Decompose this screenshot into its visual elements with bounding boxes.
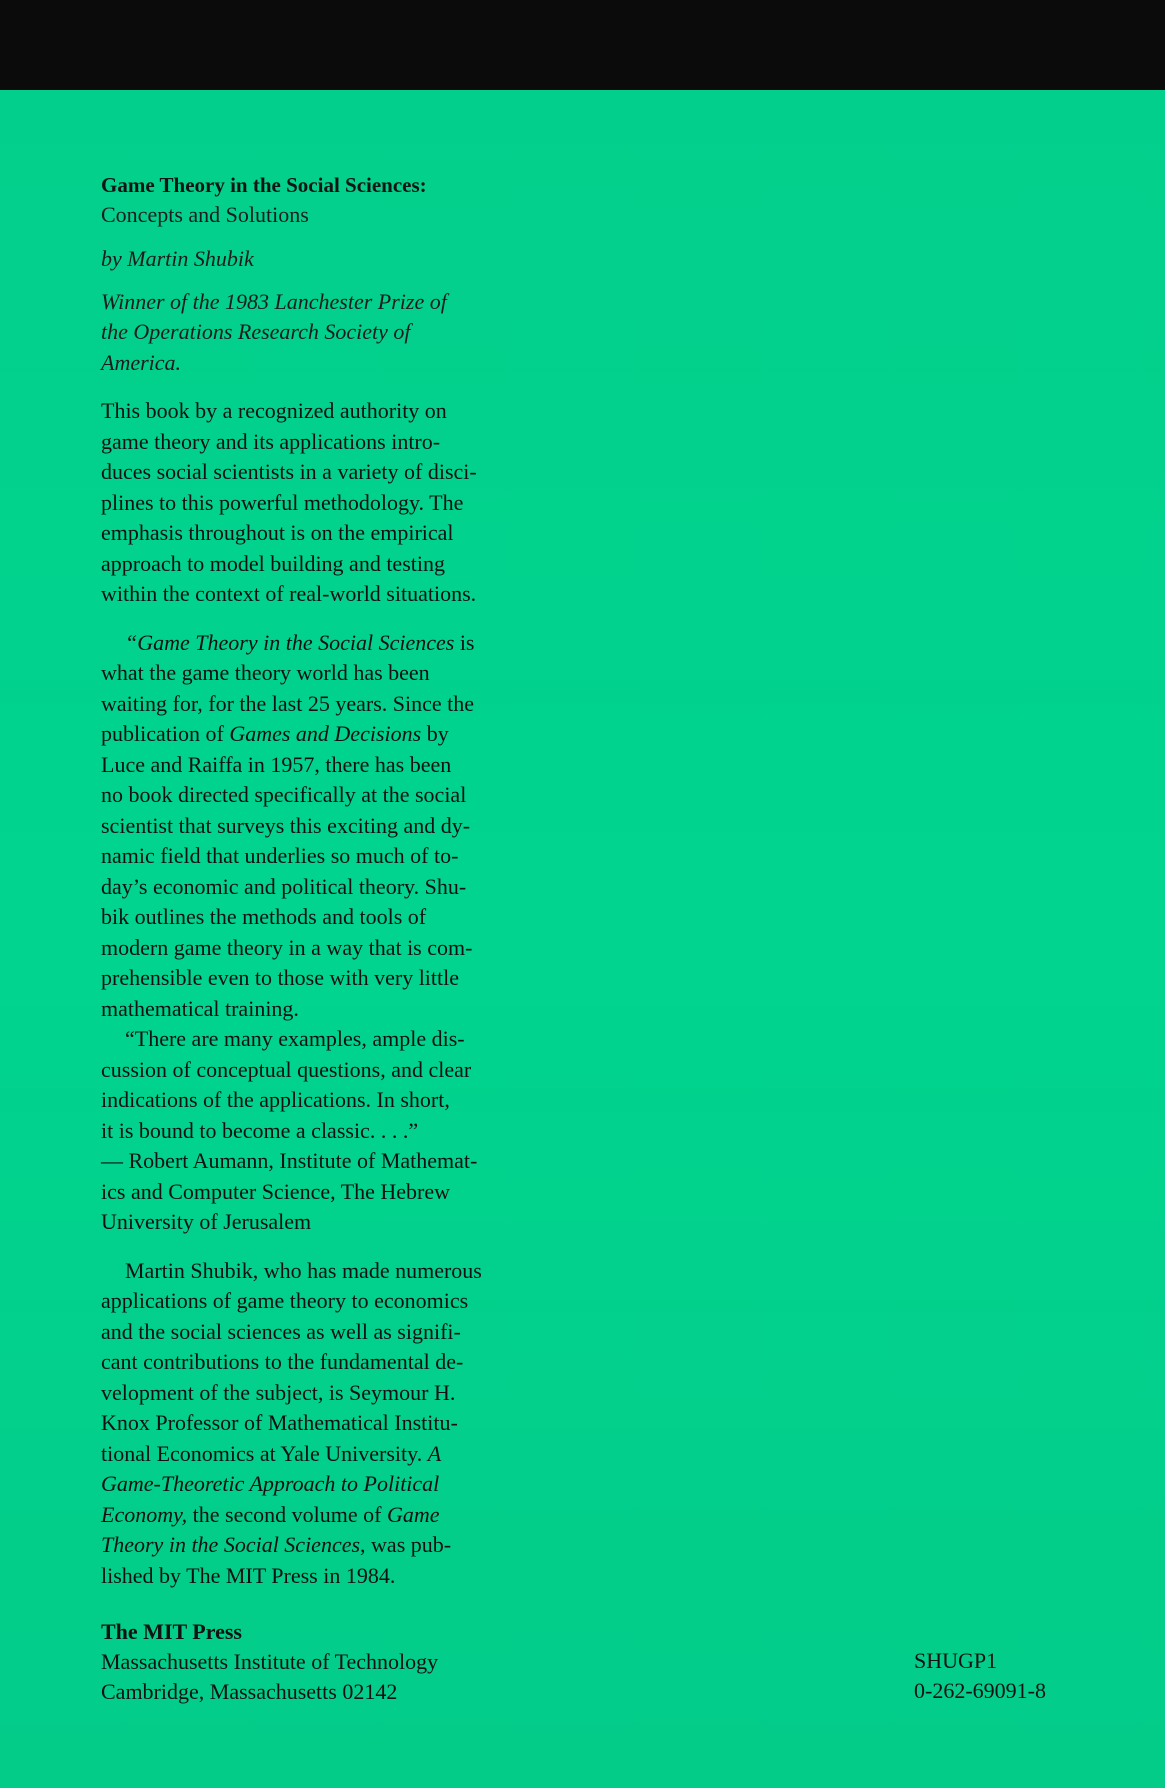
author-line: by Martin Shubik: [101, 246, 254, 271]
bio-line: velopment of the subject, is Seymour H.: [101, 1379, 456, 1405]
review-line: indications of the applications. In short,: [101, 1087, 450, 1112]
bio-line: [101, 1500, 601, 1531]
publisher-name: The MIT Press: [101, 1619, 242, 1644]
author-bio: [101, 1256, 601, 1592]
review-line: [101, 628, 601, 659]
bio-line-head: tional Economics at Yale University.: [101, 1440, 428, 1466]
review-quote: [101, 628, 601, 1238]
book-codes: [914, 1646, 1046, 1706]
review-line: day’s economic and political theory. Shu-: [101, 873, 467, 899]
review-line: modern game theory in a way that is com-: [101, 934, 473, 960]
bio-line: applications of game theory to economics: [101, 1288, 469, 1313]
award-statement: [101, 287, 551, 379]
book-code: SHUGP1: [914, 1648, 998, 1673]
review-attribution: — Robert Aumann, Institute of Mathemat-: [101, 1148, 478, 1173]
cited-book-italic: Economy,: [101, 1501, 188, 1527]
review-title-italic: “Game Theory in the Social Sciences: [125, 629, 455, 655]
review-line-tail: is: [454, 629, 475, 655]
bio-line: cant contributions to the fundamental de-: [101, 1349, 464, 1374]
bio-line: Martin Shubik, who has made numerous: [125, 1257, 482, 1283]
review-line: it is bound to become a classic. . . .”: [101, 1117, 419, 1143]
review-line: no book directed specifically at the social: [101, 782, 467, 807]
review-line: [101, 719, 601, 750]
description-line: plines to this powerful methodology. The: [101, 489, 464, 515]
review-line-tail: by: [421, 721, 449, 746]
description-line: game theory and its applications intro-: [101, 428, 441, 454]
description-line: emphasis throughout is on the empirical: [101, 520, 454, 545]
bio-line: lished by The MIT Press in 1984.: [101, 1562, 396, 1588]
review-line: namic field that underlies so much of to-: [101, 843, 459, 868]
review-line: what the game theory world has been: [101, 660, 430, 685]
paragraph-gap: [101, 610, 601, 628]
paragraph-gap: [101, 1238, 601, 1256]
award-line: the Operations Research Society of: [101, 319, 411, 344]
review-attribution: University of Jerusalem: [101, 1209, 312, 1234]
cited-book-italic: Game-Theoretic Approach to Political: [101, 1471, 440, 1496]
bio-line: [101, 1469, 601, 1500]
book-title: Game Theory in the Social Sciences:: [101, 173, 427, 197]
bio-line-mid: the second volume of: [187, 1501, 387, 1527]
description-line: duces social scientists in a variety of disci-: [101, 459, 477, 484]
review-line: “There are many examples, ample dis-: [125, 1026, 465, 1051]
description-line: within the context of real-world situations.: [101, 581, 477, 606]
review-line: bik outlines the methods and tools of: [101, 904, 427, 929]
publisher-address: Cambridge, Massachusetts 02142: [101, 1679, 398, 1704]
bio-line: [101, 1530, 601, 1561]
cited-book-italic: Game: [386, 1501, 440, 1527]
review-line: scientist that surveys this exciting and dy-: [101, 812, 471, 838]
review-line: cussion of conceptual questions, and clear: [101, 1056, 472, 1082]
bio-line-tail: , was pub-: [360, 1532, 452, 1557]
description-paragraph: [101, 396, 601, 610]
bio-line: and the social sciences as well as signifi-: [101, 1318, 461, 1344]
bio-line: Knox Professor of Mathematical Institu-: [101, 1410, 458, 1435]
cited-book-italic: Theory in the Social Sciences: [101, 1532, 361, 1557]
description-line: This book by a recognized authority on: [101, 398, 447, 423]
isbn: 0-262-69091-8: [914, 1678, 1046, 1703]
publisher-block: [101, 1617, 438, 1707]
description-line: approach to model building and testing: [101, 550, 445, 576]
review-line: waiting for, for the last 25 years. Since the: [101, 690, 475, 716]
publisher-institute: Massachusetts Institute of Technology: [101, 1649, 439, 1674]
cover-text-column: [101, 170, 601, 1591]
award-line: Winner of the 1983 Lanchester Prize of: [101, 288, 447, 314]
review-line-head: publication of: [101, 721, 230, 746]
cited-book-italic: A: [427, 1440, 442, 1466]
book-subtitle: Concepts and Solutions: [101, 202, 309, 227]
review-line: prehensible even to those with very little: [101, 965, 460, 990]
top-black-band: [0, 0, 1165, 92]
review-line: mathematical training.: [101, 995, 299, 1021]
review-attribution: ics and Computer Science, The Hebrew: [101, 1178, 451, 1204]
review-line: Luce and Raiffa in 1957, there has been: [101, 751, 452, 777]
cited-book-italic: Games and Decisions: [229, 721, 422, 746]
award-line: America.: [101, 349, 182, 375]
bio-line: [101, 1439, 601, 1470]
